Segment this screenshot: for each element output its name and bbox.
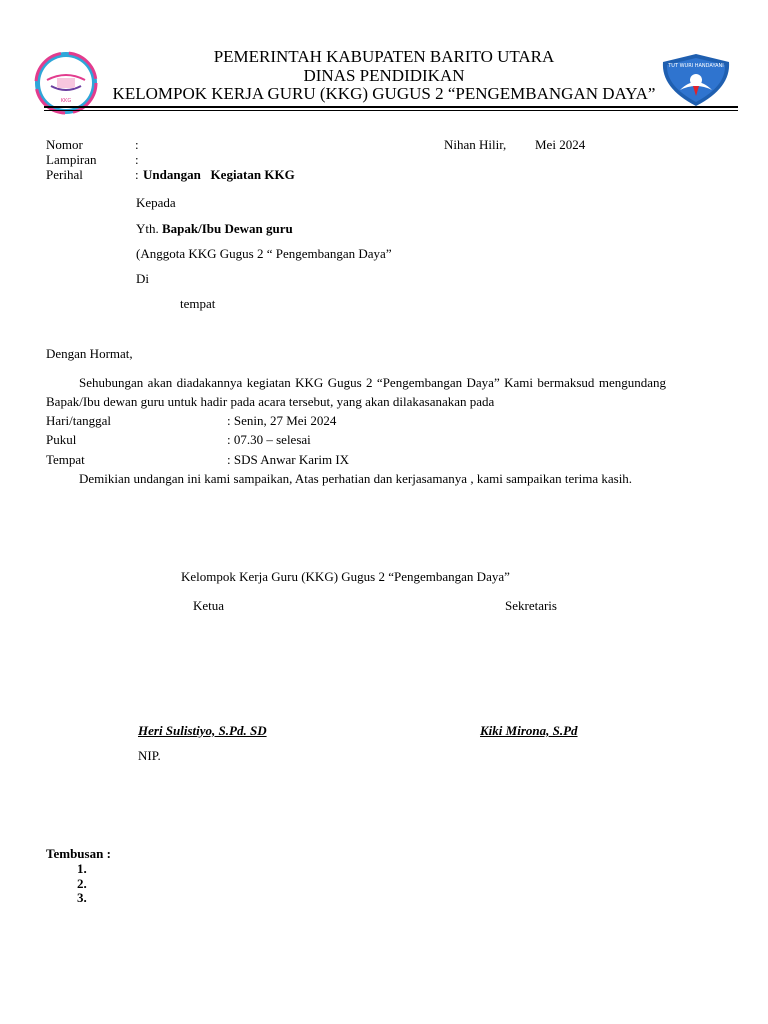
perihal-label: Perihal	[46, 167, 83, 182]
letterhead-line-1: PEMERINTAH KABUPATEN BARITO UTARA	[213, 47, 555, 66]
nomor-label: Nomor	[46, 137, 83, 152]
svg-text:KKG: KKG	[60, 98, 72, 104]
lampiran-label: Lampiran	[46, 152, 97, 167]
tempat-text: tempat	[180, 296, 216, 311]
nomor-colon: :	[135, 137, 139, 152]
letterhead-rule-thin	[44, 110, 738, 111]
sekretaris-title: Sekretaris	[505, 598, 557, 613]
detail-label-3: Tempat	[46, 452, 85, 467]
yth-line	[136, 221, 293, 236]
tembusan-item-2: 2.	[77, 876, 87, 891]
recipient-name: Bapak/Ibu Dewan guru	[162, 221, 293, 236]
paragraph-2	[46, 469, 666, 488]
recipient-group: (Anggota KKG Gugus 2 “ Pengembangan Daya”	[136, 246, 392, 261]
detail-value-3: : SDS Anwar Karim IX	[227, 452, 350, 467]
letterhead-line-3: KELOMPOK KERJA GURU (KKG) GUGUS 2 “PENGEMBANGAN DAYA”	[112, 84, 656, 103]
detail-label-1: Hari/tanggal	[46, 413, 111, 428]
paragraph-2-text: Demikian undangan ini kami sampaikan, Atas perhatian dan kerjasamanya , kami sampaikan terima kasih.	[79, 471, 633, 486]
tembusan-label: Tembusan :	[46, 846, 111, 861]
perihal-colon: :	[135, 167, 139, 182]
svg-text:TUT WURI HANDAYANI: TUT WURI HANDAYANI	[668, 63, 724, 69]
tut-wuri-handayani-logo-icon	[660, 52, 732, 108]
date-text: Mei 2024	[535, 137, 586, 152]
letterhead-line-2: DINAS PENDIDIKAN	[303, 66, 465, 85]
di-text: Di	[136, 271, 149, 286]
perihal-value: Undangan Kegiatan KKG	[143, 167, 295, 182]
tembusan-item-3: 3.	[77, 890, 87, 905]
letterhead-rule-thick	[44, 106, 738, 108]
kepada-text: Kepada	[136, 195, 176, 210]
signature-org: Kelompok Kerja Guru (KKG) Gugus 2 “Pengembangan Daya”	[181, 569, 510, 584]
ketua-title: Ketua	[193, 598, 225, 613]
lampiran-colon: :	[135, 152, 139, 167]
place-text: Nihan Hilir,	[444, 137, 507, 152]
paragraph-1	[46, 373, 666, 411]
tembusan-item-1: 1.	[77, 861, 87, 876]
sekretaris-name: Kiki Mirona, S.Pd	[480, 723, 578, 738]
nip-label: NIP.	[138, 748, 161, 763]
detail-value-2: : 07.30 – selesai	[227, 432, 311, 447]
yth-text: Yth.	[136, 221, 159, 236]
paragraph-1-text: Sehubungan akan diadakannya kegiatan KKG Gugus 2 “Pengembangan Daya” Kami bermaksud mengundang Bapak/Ibu dewan guru untuk hadir pada acara tersebut, yang akan dilakasanakan pada	[46, 375, 666, 409]
detail-value-1: : Senin, 27 Mei 2024	[227, 413, 337, 428]
ketua-name: Heri Sulistiyo, S.Pd. SD	[138, 723, 267, 738]
detail-label-2: Pukul	[46, 432, 77, 447]
greeting: Dengan Hormat,	[46, 346, 133, 361]
